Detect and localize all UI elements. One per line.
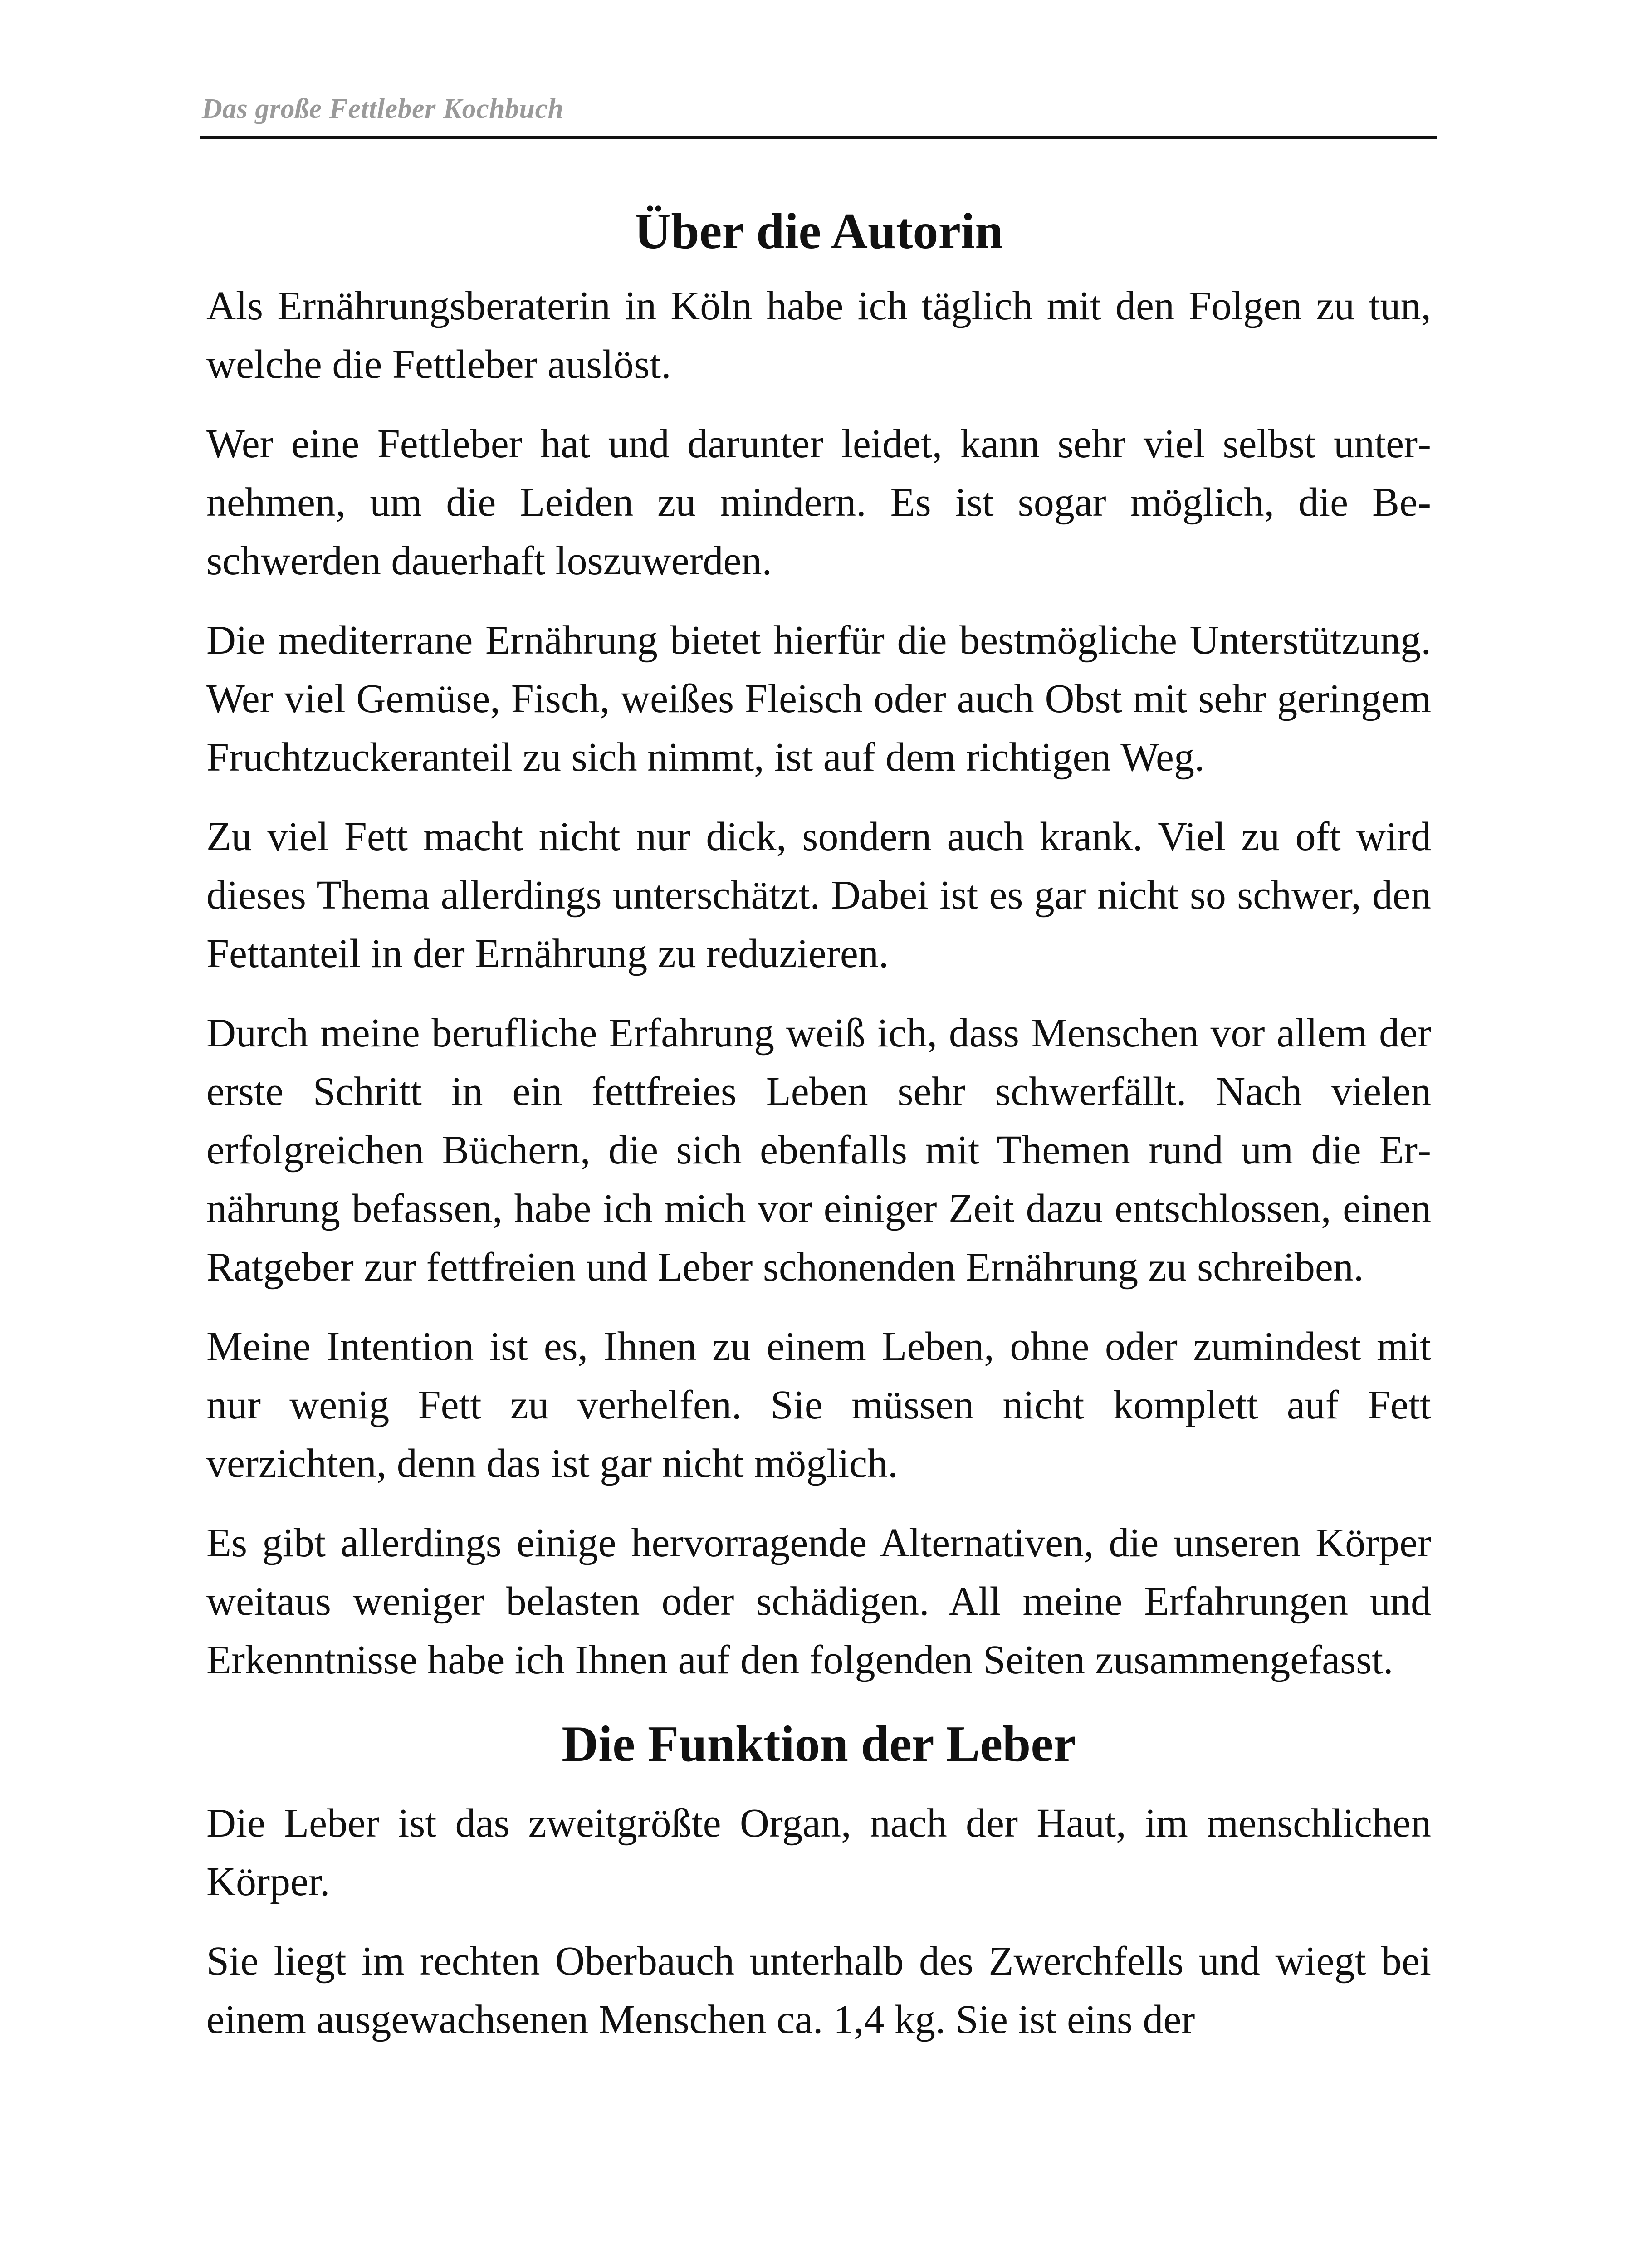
body-paragraph: Zu viel Fett macht nicht nur dick, sondern auch krank. Viel zu oft wird dieses Thema allerdings unterschätzt. Dabei ist es gar nicht so schwer, den Fettanteil in der Ernährung zu reduzieren. — [206, 814, 1431, 976]
running-header-title: Das große Fettleber Kochbuch — [202, 93, 564, 124]
body-paragraph: Meine Intention ist es, Ihnen zu einem Leben, ohne oder zumindest mit nur wenig Fett zu verhelfen. Sie müssen nicht komplett auf Fett verzichten, denn das ist gar nicht möglich. — [206, 1324, 1431, 1486]
page-body — [206, 191, 1431, 2070]
body-paragraph: Als Ernährungsberaterin in Köln habe ich täglich mit den Folgen zu tun, welche die Fettleber auslöst. — [206, 284, 1431, 387]
section-heading-liver-function: Die Funktion der Leber — [562, 1716, 1076, 1772]
body-paragraph: Die Leber ist das zweitgrößte Organ, nach der Haut, im menschlichen Körper. — [206, 1801, 1431, 1904]
body-paragraph: Die mediterrane Ernährung bietet hierfür die bestmögliche Unterstützung. Wer viel Gemüse, Fisch, weißes Fleisch oder auch Obst mit sehr geringem Fruchtzuckeranteil zu sich nimmt, ist auf dem richtigen Weg. — [206, 618, 1431, 780]
header-divider — [200, 136, 1437, 139]
section-heading-about-author: Über die Autorin — [634, 203, 1003, 259]
body-paragraph: Durch meine berufliche Erfahrung weiß ich, dass Menschen vor allem der erste Schritt in ein fettfreies Leben sehr schwerfällt. Nach vielen erfolgreichen Büchern, die sich ebenfalls mit Themen rund um die Ernährung befassen, habe ich mich vor einiger Zeit dazu entschlossen, einen Ratgeber zur fettfreien und Leber schonenden Ernährung zu schreiben. — [206, 1011, 1431, 1290]
body-paragraph: Wer eine Fettleber hat und darunter leidet, kann sehr viel selbst unternehmen, um die Leiden zu mindern. Es ist sogar möglich, die Beschwerden dauerhaft loszuwerden. — [206, 421, 1431, 583]
body-paragraph: Es gibt allerdings einige hervorragende Alternativen, die unseren Körper weitaus weniger belasten oder schädigen. All meine Erfahrungen und Erkenntnisse habe ich Ihnen auf den folgenden Seiten zusammengefasst. — [206, 1520, 1431, 1682]
body-paragraph: Sie liegt im rechten Oberbauch unterhalb des Zwerchfells und wiegt bei einem ausgewachsenen Menschen ca. 1,4 kg. Sie ist eins der — [206, 1939, 1431, 2042]
